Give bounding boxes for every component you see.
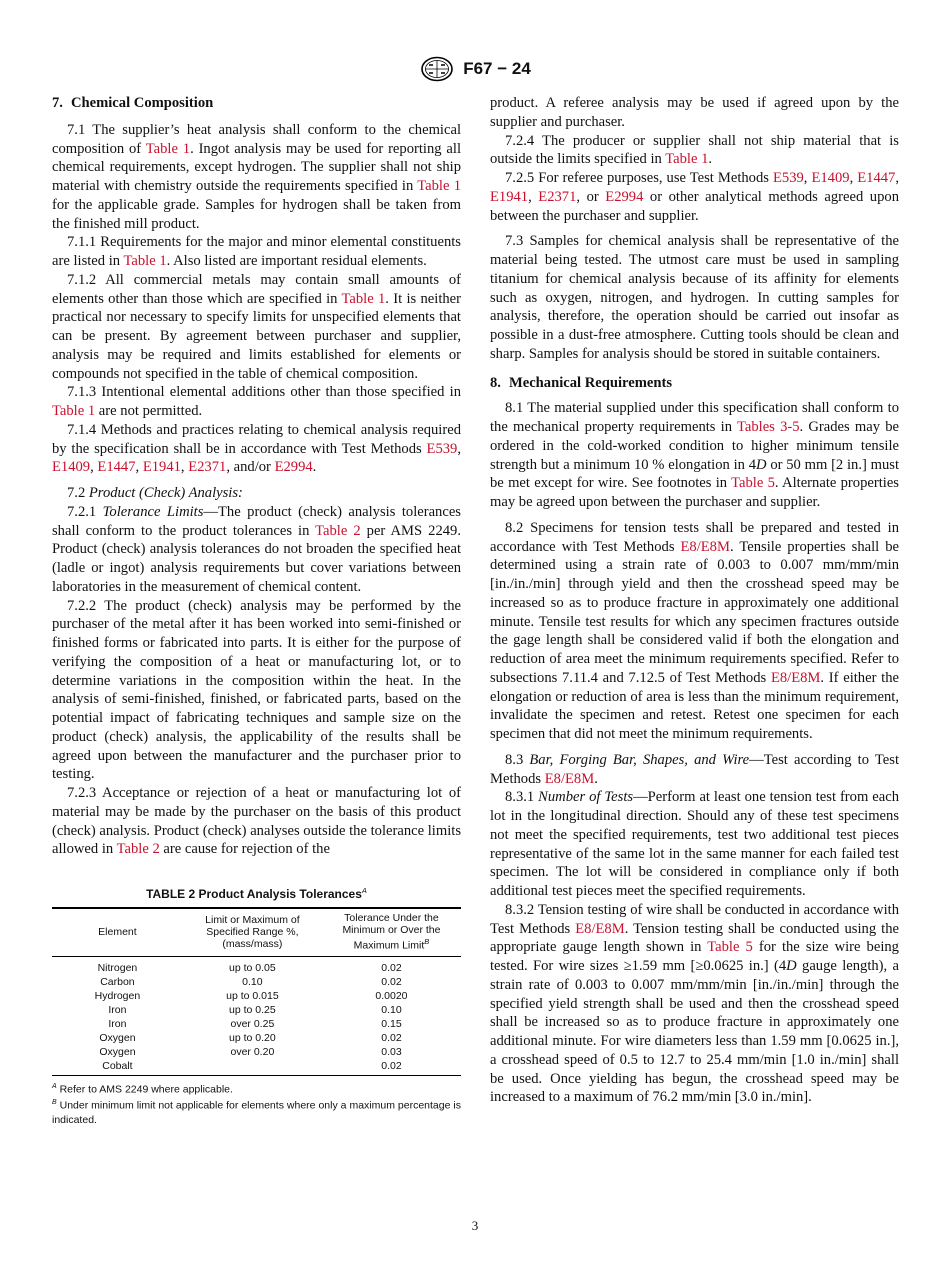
section-8-heading: 8. Mechanical Requirements [490,374,673,391]
table-2 [52,883,461,1127]
page-header [0,56,950,82]
astm-logo-icon [419,56,455,82]
link-table-2[interactable]: Table 2 [116,841,160,858]
table-2-title: TABLE 2 Product Analysis Tolerances$^A$ [146,886,367,901]
para-7-2-2: 7.2.2 The product (check) analysis may be performed by the purchaser of the metal after it has been worked into semi-finished or finished forms or fabricated into parts. It is either for the purpose of verifying the composition of a heat or manufacturing lot, or to determine variations in the composition within the heat. In the analysis of semi-finished, finished, or fabricated parts, based on the potential impact of fabricating techniques and sample size on the product (check) analysis, the applicability of the results shall be agreed upon between the manufacturer and the purchaser prior to testing. [52,597,461,783]
table-row: Oxygen over 0.20 0.03 [99,1045,402,1058]
para-7-2-1: 7.2.1 Tolerance Limits—The product (check) analysis tolerances shall conform to the product tolerances in Table 2 per AMS 2249. Product (check) analysis tolerances do not broaden the specified heat (ladle or ingot) analysis requirements but cover variations between laboratories in the measurement of chemical content. [52,503,461,595]
table-2-notes [52,1080,461,1127]
product-analysis-table [52,907,461,1076]
link-table-1[interactable]: Table 1 [145,140,191,157]
link-e2371[interactable]: E2371 [188,459,227,476]
footnote-b: $^B$ Under minimum limit not applicable for elements where only a maximum percentage is indicated. [52,1099,461,1126]
right-column [490,94,899,1107]
column-header-element: Element [98,925,137,938]
table-row: Carbon 0.10 0.02 [100,975,402,988]
link-e1941[interactable]: E1941 [490,188,529,205]
link-table-2[interactable]: Table 2 [315,522,361,539]
link-e539[interactable]: E539 [772,170,804,186]
table-row: Nitrogen up to 0.05 0.02 [97,961,402,974]
para-continuation: product. A referee analysis may be used if agreed upon by the supplier and purchaser. [490,95,899,130]
para-7-1-2: 7.1.2 All commercial metals may contain small amounts of elements other than those which are specified in Table 1. It is neither practical nor necessary to specify limits for unspecified elements that can be present. By agreement between purchaser and supplier, analysis may be required and limits established for elements or compounds not specified in the table of chemical composition. [52,271,462,382]
link-table-1[interactable]: Table 1 [417,178,461,194]
link-e2371[interactable]: E2371 [538,188,577,205]
link-table-1[interactable]: Table 1 [665,151,709,168]
link-table-5[interactable]: Table 5 [707,939,753,956]
table-row: Iron over 0.25 0.15 [108,1017,402,1030]
para-8-1: 8.1 The material supplied under this specification shall conform to the mechanical property requirements in Tables 3-5. Grades may be ordered in the cold-worked condition to higher minimum tensile strength but a minimum 10 % elongation in 4D or 50 mm [2 in.] must be met except for wire. See footnotes in Table 5. Alternate properties may be agreed upon between the purchaser and supplier. [490,400,900,510]
link-table-1[interactable]: Table 1 [52,403,96,419]
para-7-1: 7.1 The supplier’s heat analysis shall conform to the chemical composition of Table 1. Ingot analysis may be used for reporting all chemical requirements, except hydrogen. The supplier shall not ship material with chemistry outside the requirements specified in Table 1 for the applicable grade. Samples for hydrogen shall be taken from the finished mill product. [52,121,461,232]
link-e1409[interactable]: E1409 [811,170,850,186]
page-number: 3 [471,1218,479,1233]
para-7-2: 7.2 Product (Check) Analysis: [67,485,243,501]
para-8-3-2: 8.3.2 Tension testing of wire shall be conducted in accordance with Test Methods E8/E8M. Tension testing shall be conducted using the appropriate gauge length shown in Table 5 for the size wire being tested. For wire sizes ≥1.59 mm [≥0.0625 in.] (4D gauge length), a strain rate of 0.003 to 0.007 mm/mm/min [in./in./min] through the specified yield strength shall be used and then the crosshead speed shall be increased so as to produce fracture in approximately one additional minute. For wire diameters less than 1.59 mm [0.0625 in.], a crosshead speed of 0.5 to 12.7 to 25.4 mm/min [1.0 in./min] shall be used. Once yielding has begun, the crosshead speed may be increased to a maximum of 76.2 mm/min [3.0 in./min]. [490,901,899,1106]
standard-designation: F67 − 24 [463,59,531,78]
link-tables-3-5[interactable]: Tables 3-5 [736,419,800,435]
link-e2994[interactable]: E2994 [605,188,644,205]
column-header-tolerance: Tolerance Under the Minimum or Over the Maximum Limit$^B$ [342,912,441,952]
para-7-2-5: 7.2.5 For referee purposes, use Test Methods E539, E1409, E1447, E1941, E2371, or E2994 or other analytical methods agreed upon between the purchaser and supplier. [490,170,900,224]
section-7-heading: 7. Chemical Composition [52,95,214,111]
link-e8-e8m[interactable]: E8/E8M [680,538,730,555]
link-e1409[interactable]: E1409 [52,459,91,476]
link-table-5[interactable]: Table 5 [731,475,775,492]
column-header-limit: Limit or Maximum of Specified Range %, (mass/mass) [205,913,300,950]
link-table-1[interactable]: Table 1 [123,253,167,269]
link-e1941[interactable]: E1941 [142,459,181,476]
table-row: Iron up to 0.25 0.10 [108,1003,402,1016]
table-row: Cobalt 0.02 [102,1059,402,1072]
table-row: Hydrogen up to 0.015 0.0020 [94,989,408,1002]
para-7-2-3: 7.2.3 Acceptance or rejection of a heat or manufacturing lot of material may be made by the purchaser on the basis of this product (check) analysis. Product (check) analyses outside the tolerance limits allowed in Table 2 are cause for rejection of the [52,785,461,858]
link-e8-e8m[interactable]: E8/E8M [770,669,821,686]
link-e8-e8m[interactable]: E8/E8M [544,770,595,787]
link-table-1[interactable]: Table 1 [341,290,386,307]
para-7-3: 7.3 Samples for chemical analysis shall be representative of the material being tested. The utmost care must be used in sampling titanium for chemical analysis because of its affinity for elements such as oxygen, nitrogen, and hydrogen. In cutting samples for analysis, therefore, the operation should be carried out insofar as possible in a dust-free atmosphere. Cutting tools should be clean and sharp. Samples for analysis should be stored in suitable containers. [490,233,899,362]
para-8-3-1: 8.3.1 Number of Tests—Perform at least one tension test from each lot in the longitudinal direction. Should any of these test specimens not meet the specified requirements, test two additional test pieces representative of the same lot in the same manner for each failed test specimen. The lot will be considered in compliance only if both additional test pieces meet the specified requirements. [490,789,899,899]
left-column [52,94,461,1127]
table-row: Oxygen up to 0.20 0.02 [99,1031,402,1044]
para-7-1-4: 7.1.4 Methods and practices relating to chemical analysis required by the specification shall be in accordance with Test Methods E539, E1409, E1447, E1941, E2371, and/or E2994. [52,421,461,476]
para-7-1-3: 7.1.3 Intentional elemental additions other than those specified in Table 1 are not permitted. [52,384,461,419]
link-e2994[interactable]: E2994 [274,459,313,476]
link-e539[interactable]: E539 [426,440,458,457]
link-e1447[interactable]: E1447 [857,170,896,186]
link-e1447[interactable]: E1447 [97,459,136,476]
para-8-2: 8.2 Specimens for tension tests shall be prepared and tested in accordance with Test Methods E8/E8M. Tensile properties shall be determined using a strain rate of 0.003 to 0.007 mm/mm/min [in./in./min] through yield and then the crosshead speed may be increased so as to produce fracture in approximately one additional minute. Tensile test results for which any specimen fractures outside the gage length shall be considered valid if both the elongation and reduction of area meet the minimum requirements specified. Refer to subsections 7.11.4 and 7.12.5 of Test Methods E8/E8M. If either the elongation or reduction of area is less than the minimum requirement, invalidate the specimen and retest. Retest one specimen for each specimen that did not meet the minimum requirements. [490,519,899,742]
para-7-2-4: 7.2.4 The producer or supplier shall not ship material that is outside the limits specified in Table 1. [490,132,899,168]
footnote-a: $^A$ Refer to AMS 2249 where applicable. [52,1082,233,1095]
link-e8-e8m[interactable]: E8/E8M [575,920,625,937]
para-8-3: 8.3 Bar, Forging Bar, Shapes, and Wire—Test according to Test Methods E8/E8M. [490,751,899,787]
para-7-1-1: 7.1.1 Requirements for the major and minor elemental constituents are listed in Table 1. Also listed are important residual elements. [52,234,461,269]
